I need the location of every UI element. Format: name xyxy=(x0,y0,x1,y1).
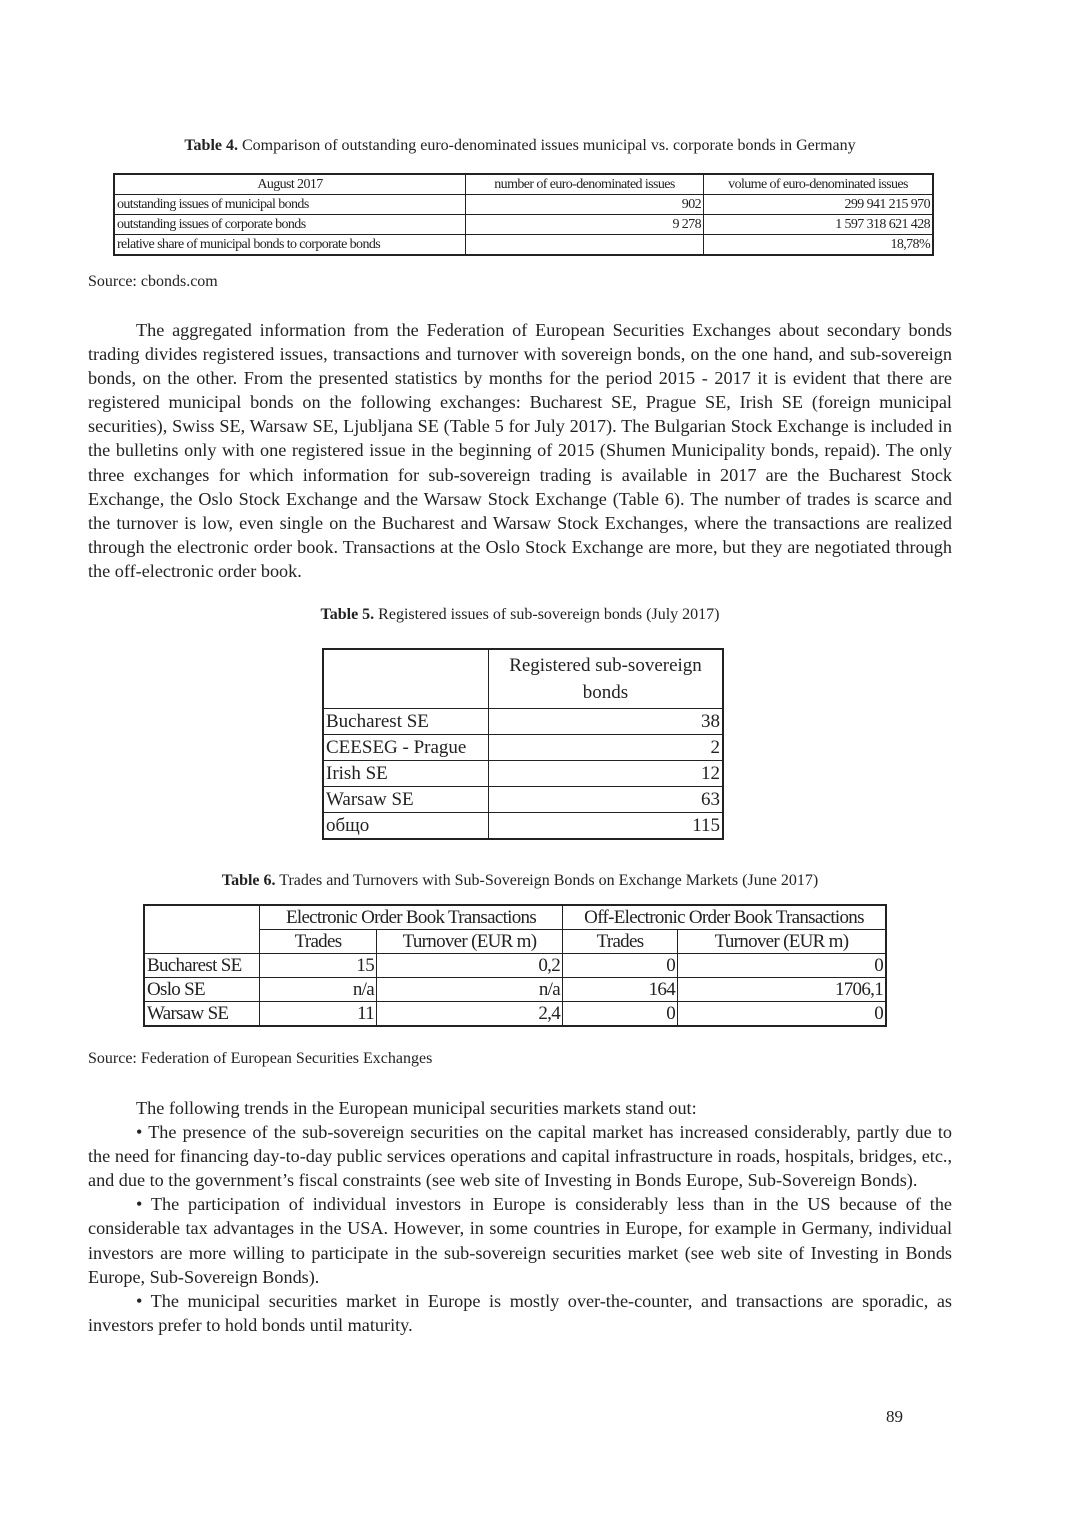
header-cell: Registered sub-sovereign bonds xyxy=(489,649,724,709)
table-group-header-row xyxy=(144,905,886,930)
cell: relative share of municipal bonds to corporate bonds xyxy=(114,235,466,256)
table-row xyxy=(114,235,933,256)
table-row xyxy=(323,787,723,813)
cell: outstanding issues of municipal bonds xyxy=(114,195,466,215)
cell: Irish SE xyxy=(323,761,489,787)
table6-source: Source: Federation of European Securities Exchanges xyxy=(88,1050,433,1067)
cell: outstanding issues of corporate bonds xyxy=(114,215,466,235)
cell: Oslo SE xyxy=(144,978,260,1002)
cell: 2 xyxy=(489,735,724,761)
caption-label: Table 5. xyxy=(320,606,375,623)
cell: 299 941 215 970 xyxy=(704,195,934,215)
cell: 164 xyxy=(563,978,678,1002)
cell: 15 xyxy=(260,954,377,978)
caption-text: Comparison of outstanding euro-denominated issues municipal vs. corporate bonds in Germany xyxy=(238,137,856,154)
cell: 115 xyxy=(489,813,724,840)
table6 xyxy=(143,904,887,1027)
cell: Bucharest SE xyxy=(144,954,260,978)
cell: CEESEG - Prague xyxy=(323,735,489,761)
header-cell: Trades xyxy=(260,930,377,954)
cell: 9 278 xyxy=(466,215,704,235)
cell: 18,78% xyxy=(704,235,934,256)
cell: 0 xyxy=(563,954,678,978)
cell: 2,4 xyxy=(377,1002,563,1027)
header-cell: August 2017 xyxy=(114,174,466,195)
page-number: 89 xyxy=(886,1407,903,1426)
cell: 11 xyxy=(260,1002,377,1027)
bullet-item: • The presence of the sub-sovereign securities on the capital market has increased considerably, partly due to the need for financing day-to-day public services operations and capital infrastructure in roads, hospitals, bridges, etc., and due to the government’s fiscal constraints (see web site of Investing in Bonds Europe, Sub-Sovereign Bonds). xyxy=(88,1122,952,1191)
trends-section xyxy=(88,1096,952,1337)
cell: 12 xyxy=(489,761,724,787)
cell: общо xyxy=(323,813,489,840)
cell: Bucharest SE xyxy=(323,709,489,735)
caption-text: Trades and Turnovers with Sub-Sovereign Bonds on Exchange Markets (June 2017) xyxy=(275,872,819,889)
table4-caption xyxy=(88,137,952,155)
body-paragraph xyxy=(88,318,952,583)
table-row xyxy=(323,813,723,840)
cell: Warsaw SE xyxy=(144,1002,260,1027)
table5-caption xyxy=(88,606,952,624)
empty-cell xyxy=(323,649,489,709)
table4-source: Source: cbonds.com xyxy=(88,273,218,290)
caption-text: Registered issues of sub-sovereign bonds (July 2017) xyxy=(374,606,720,623)
table6-caption xyxy=(88,872,952,890)
empty-cell xyxy=(144,905,260,954)
table-header-row xyxy=(323,649,723,709)
trends-intro: The following trends in the European municipal securities markets stand out: xyxy=(136,1098,697,1118)
table-row xyxy=(144,954,886,978)
table-row xyxy=(114,215,933,235)
cell: 0 xyxy=(678,954,887,978)
bullet-item: • The municipal securities market in Europe is mostly over-the-counter, and transactions are sporadic, as investors prefer to hold bonds until maturity. xyxy=(88,1290,952,1335)
bullet-item: • The participation of individual investors in Europe is considerably less than in the US because of the considerable tax advantages in the USA. However, in some countries in Europe, for example in Germany, individual investors are more willing to participate in the sub-sovereign securities market (see web site of Investing in Bonds Europe, Sub-Sovereign Bonds). xyxy=(88,1194,952,1287)
caption-label: Table 6. xyxy=(221,872,276,889)
cell: 902 xyxy=(466,195,704,215)
cell: 63 xyxy=(489,787,724,813)
table4 xyxy=(113,173,934,256)
table5 xyxy=(322,648,724,840)
cell: 0 xyxy=(678,1002,887,1027)
table-row xyxy=(323,735,723,761)
cell: 38 xyxy=(489,709,724,735)
header-cell: volume of euro-denominated issues xyxy=(704,174,934,195)
header-cell: Turnover (EUR m) xyxy=(678,930,887,954)
table-row xyxy=(114,195,933,215)
cell: Warsaw SE xyxy=(323,787,489,813)
cell: n/a xyxy=(260,978,377,1002)
caption-label: Table 4. xyxy=(184,137,238,154)
cell xyxy=(466,235,704,256)
header-cell: Trades xyxy=(563,930,678,954)
table-row xyxy=(323,761,723,787)
cell: 0,2 xyxy=(377,954,563,978)
cell: 1706,1 xyxy=(678,978,887,1002)
table-row xyxy=(144,978,886,1002)
table-row xyxy=(323,709,723,735)
header-cell: Turnover (EUR m) xyxy=(377,930,563,954)
table-header-row xyxy=(114,174,933,195)
cell: 1 597 318 621 428 xyxy=(704,215,934,235)
cell: n/a xyxy=(377,978,563,1002)
paragraph-text: The aggregated information from the Federation of European Securities Exchanges about secondary bonds trading divides registered issues, transactions and turnover with sovereign bonds, on the one hand, and sub-sovereign bonds, on the other. From the presented statistics by months for the period 2015 - 2017 it is evident that there are registered municipal bonds on the following exchanges: Bucharest SE, Prague SE, Irish SE (foreign municipal securities), Swiss SE, Warsaw SE, Ljubljana SE (Table 5 for July 2017). The Bulgarian Stock Exchange is included in the bulletins only with one registered issue in the beginning of 2015 (Shumen Municipality bonds, repaid). The only three exchanges for which information for sub-sovereign trading is available in 2017 are the Bucharest Stock Exchange, the Oslo Stock Exchange and the Warsaw Stock Exchange (Table 6). The number of trades is scarce and the turnover is low, even single on the Bucharest and Warsaw Stock Exchanges, where the transactions are realized through the electronic order book. Transactions at the Oslo Stock Exchange are more, but they are negotiated through the off-electronic order book. xyxy=(88,320,952,581)
header-cell: number of euro-denominated issues xyxy=(466,174,704,195)
group-header-cell: Off-Electronic Order Book Transactions xyxy=(563,905,887,930)
group-header-cell: Electronic Order Book Transactions xyxy=(260,905,563,930)
table-row xyxy=(144,1002,886,1027)
cell: 0 xyxy=(563,1002,678,1027)
